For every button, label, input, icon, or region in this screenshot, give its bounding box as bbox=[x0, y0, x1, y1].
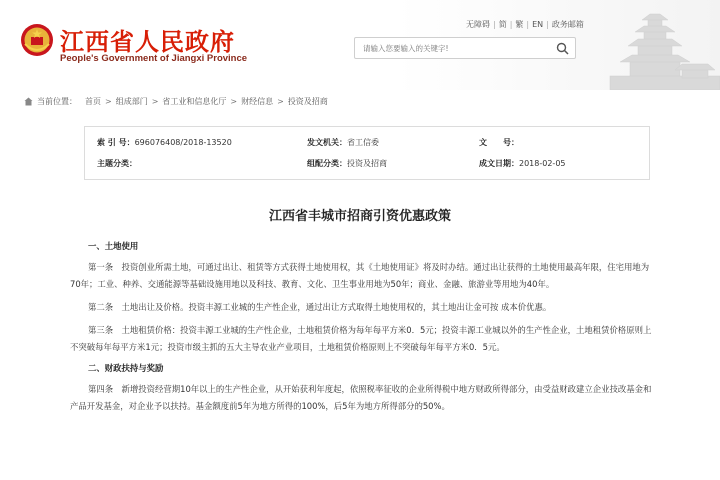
meta-issuer-label: 发文机关： bbox=[307, 138, 347, 147]
gov-mail-link[interactable]: 政务邮箱 bbox=[551, 20, 584, 29]
breadcrumb-separator: > bbox=[230, 96, 238, 106]
location-icon bbox=[24, 97, 33, 106]
simplified-link[interactable]: 简 bbox=[498, 20, 507, 29]
breadcrumb-separator: > bbox=[151, 96, 159, 106]
site-title[interactable]: 江西省人民政府 bbox=[60, 28, 235, 56]
search-input[interactable] bbox=[355, 38, 545, 58]
meta-docno bbox=[479, 137, 519, 148]
breadcrumb-finance[interactable]: 财经信息 bbox=[241, 96, 274, 106]
meta-issuer bbox=[307, 137, 379, 148]
article-body bbox=[70, 238, 656, 415]
meta-issuer-value: 省工信委 bbox=[347, 138, 379, 147]
english-link[interactable]: EN bbox=[532, 20, 544, 29]
section-heading: 一、土地使用 bbox=[88, 241, 139, 251]
breadcrumb bbox=[0, 90, 720, 112]
meta-date-label: 成文日期： bbox=[479, 159, 519, 168]
meta-topic-label: 主题分类： bbox=[97, 159, 137, 168]
meta-index-value: 696076408/2018-13520 bbox=[134, 138, 232, 147]
meta-docno-label: 文 号： bbox=[479, 138, 519, 147]
breadcrumb-separator: > bbox=[277, 96, 284, 106]
breadcrumb-label: 当前位置： bbox=[37, 96, 77, 106]
site-subtitle: People's Government of Jiangxi Province bbox=[60, 53, 248, 64]
traditional-link[interactable]: 繁 bbox=[515, 20, 524, 29]
article-paragraph: 第四条 新增投资经营期10年以上的生产性企业，从开始获利年度起，依照税率征收的企业所得税中地方财政所得部分，由受益财政建立企业技改基金和产品开发基金，对企业予以扶持。基金额度前5年为地方所得的100%，后5年为地方所得部分的50%。 bbox=[70, 384, 652, 411]
top-links: 无障碍 | 简 | 繁 | EN | 政务邮箱 bbox=[466, 20, 584, 29]
meta-date bbox=[479, 158, 566, 169]
meta-category-label: 组配分类： bbox=[307, 159, 347, 168]
article-paragraph: 第二条 土地出让及价格。投资丰源工业城的生产性企业，通过出让方式取得土地使用权的，其土地出让金可按 成本价优惠。 bbox=[88, 302, 552, 312]
search-box bbox=[354, 37, 576, 59]
document-meta-table bbox=[84, 126, 650, 180]
meta-category-value: 投资及招商 bbox=[347, 159, 387, 168]
search-icon[interactable] bbox=[556, 42, 569, 55]
article-paragraph: 第一条 投资创业所需土地，可通过出让、租赁等方式获得土地使用权，其《土地使用证》将及时办结。通过出让获得的土地使用最高年限，住宅用地为70年；工业、种养、交通能源等基础设施用地以及科技、教育、文化、卫生事业用地为50年；商业、金融、旅游业等用地为40年。 bbox=[70, 262, 650, 289]
breadcrumb-investment[interactable]: 投资及招商 bbox=[287, 96, 328, 106]
accessibility-link[interactable]: 无障碍 bbox=[466, 20, 490, 29]
breadcrumb-home[interactable]: 首页 bbox=[85, 96, 101, 106]
meta-index-label: 索 引 号： bbox=[97, 138, 135, 147]
section-heading: 二、财政扶持与奖励 bbox=[88, 363, 164, 373]
meta-category bbox=[307, 158, 387, 169]
article-title: 江西省丰城市招商引资优惠政策 bbox=[268, 209, 451, 224]
meta-date-value: 2018-02-05 bbox=[519, 159, 566, 168]
national-emblem-logo[interactable] bbox=[20, 22, 54, 58]
meta-topic bbox=[97, 158, 137, 169]
meta-index bbox=[97, 137, 232, 148]
breadcrumb-miit[interactable]: 省工业和信息化厅 bbox=[162, 96, 227, 106]
breadcrumb-separator: > bbox=[105, 96, 112, 106]
breadcrumb-departments[interactable]: 组成部门 bbox=[115, 96, 148, 106]
site-header bbox=[0, 0, 720, 90]
article-paragraph: 第三条 土地租赁价格：投资丰源工业城的生产性企业，土地租赁价格为每年每平方米0．5元；投资丰源工业城以外的生产性企业，土地租赁价格原则上不突破每年每平方米1元；投资市级主抓的五大主导农业产业项目，土地租赁价格原则上不突破每年每平方米0．5元。 bbox=[70, 325, 652, 352]
pavilion-illustration bbox=[580, 0, 720, 90]
